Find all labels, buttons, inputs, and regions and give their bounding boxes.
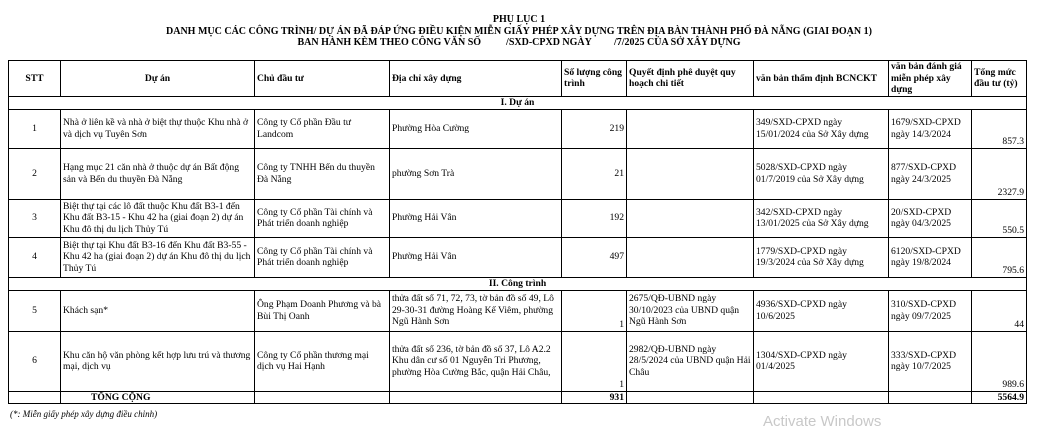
table-row	[9, 290, 1027, 331]
issuance-line: BAN HÀNH KÈM THEO CÔNG VĂN SỐ /SXD-CPXD NGÀY /7/2025 CỦA SỞ XÂY DỰNG	[297, 37, 741, 48]
cell-tong-muc: 2327.9	[972, 148, 1027, 199]
cell-quyet-dinh: 2675/QĐ-UBND ngày 30/10/2023 của UBND quận Ngũ Hành Sơn	[627, 290, 754, 331]
cell-du-an: Khu căn hộ văn phòng kết hợp lưu trú và thương mại, dịch vụ	[61, 331, 255, 391]
cell-tong-muc: 989.6	[972, 331, 1027, 391]
cell-chu-dau-tu: Công ty Cổ phần Tài chính và Phát triển doanh nghiệp	[255, 237, 390, 277]
list-title: DANH MỤC CÁC CÔNG TRÌNH/ DỰ ÁN ĐÃ ĐÁP ỨNG ĐIỀU KIỆN MIỄN GIẤY PHÉP XÂY DỰNG TRÊN ĐỊA BÀN THÀNH PHỐ ĐÀ NẴNG (GIAI ĐOẠN 1)	[166, 25, 872, 37]
table-row	[9, 237, 1027, 277]
col-van-ban-danh-gia: văn bản đánh giá miễn phép xây dựng	[889, 61, 972, 97]
cell-tong-muc: 550.5	[972, 199, 1027, 237]
table-row	[9, 148, 1027, 199]
cell-van-ban-danh-gia: 877/SXD-CPXD ngày 24/3/2025	[889, 148, 972, 199]
cell-du-an: Biệt thự tại Khu đất B3-16 đến Khu đất B3-55 - Khu 42 ha (giai đoạn 2) dự án Khu đô thị du lịch Thủy Tú	[61, 237, 255, 277]
total-row	[9, 391, 1027, 404]
cell-so-luong: 1	[562, 290, 627, 331]
cell-tong-muc: 795.6	[972, 237, 1027, 277]
cell-empty	[627, 391, 754, 404]
header-row	[9, 61, 1027, 97]
footnote: (*: Miễn giấy phép xây dựng điều chỉnh)	[10, 409, 158, 419]
cell-empty	[889, 391, 972, 404]
cell-quyet-dinh	[627, 199, 754, 237]
cell-quyet-dinh	[627, 237, 754, 277]
total-so-luong: 931	[562, 391, 627, 404]
cell-van-ban-danh-gia: 333/SXD-CPXD ngày 10/7/2025	[889, 331, 972, 391]
cell-du-an: Biệt thự tại các lô đất thuộc Khu đất B3-1 đến Khu đất B3-15 - Khu 42 ha (giai đoạn 2) dự án Khu đô thị du lịch Thủy Tú	[61, 199, 255, 237]
cell-so-luong: 21	[562, 148, 627, 199]
cell-so-luong: 192	[562, 199, 627, 237]
cell-quyet-dinh	[627, 109, 754, 148]
cell-dia-chi: thửa đất số 236, tờ bản đồ số 37, Lô A2.2 Khu dân cư số 01 Nguyễn Tri Phương, phường Hòa Cường Bắc, quận Hải Châu,	[390, 331, 562, 391]
activation-watermark: Activate Windows	[763, 413, 882, 430]
cell-tong-muc: 44	[972, 290, 1027, 331]
total-tong-muc: 5564.9	[972, 391, 1027, 404]
cell-so-luong: 219	[562, 109, 627, 148]
cell-so-luong: 497	[562, 237, 627, 277]
cell-stt: 6	[9, 331, 61, 391]
col-chu-dau-tu: Chủ đầu tư	[255, 61, 390, 97]
col-van-ban-tham-dinh: văn bản thẩm định BCNCKT	[754, 61, 889, 97]
total-label: TỔNG CỘNG	[61, 391, 255, 404]
cell-stt: 3	[9, 199, 61, 237]
col-tong-muc: Tổng mức đầu tư (tỷ)	[972, 61, 1027, 97]
cell-quyet-dinh: 2982/QĐ-UBND ngày 28/5/2024 của UBND quận Hải Châu	[627, 331, 754, 391]
table-row	[9, 331, 1027, 391]
section-label: II. Công trình	[9, 277, 1027, 290]
cell-van-ban-tham-dinh: 349/SXD-CPXD ngày 15/01/2024 của Sở Xây dựng	[754, 109, 889, 148]
col-du-an: Dự án	[61, 61, 255, 97]
cell-van-ban-tham-dinh: 4936/SXD-CPXD ngày 10/6/2025	[754, 290, 889, 331]
table-row	[9, 199, 1027, 237]
cell-van-ban-tham-dinh: 342/SXD-CPXD ngày 13/01/2025 của Sở Xây dựng	[754, 199, 889, 237]
cell-chu-dau-tu: Công ty TNHH Bến du thuyền Đà Nẵng	[255, 148, 390, 199]
cell-chu-dau-tu: Công ty Cổ phần Tài chính và Phát triển doanh nghiệp	[255, 199, 390, 237]
cell-dia-chi: Phường Hải Vân	[390, 199, 562, 237]
cell-dia-chi: thửa đất số 71, 72, 73, tờ bản đồ số 49, Lô 29-30-31 đường Hoàng Kế Viêm, phường Ngũ Hành Sơn	[390, 290, 562, 331]
cell-van-ban-danh-gia: 20/SXD-CPXD ngày 04/3/2025	[889, 199, 972, 237]
cell-du-an: Hạng mục 21 căn nhà ở thuộc dự án Bất động sản và Bến du thuyền Đà Nẵng	[61, 148, 255, 199]
cell-du-an: Nhà ở liên kề và nhà ở biệt thự thuộc Khu nhà ở và dịch vụ Tuyên Sơn	[61, 109, 255, 148]
cell-stt	[9, 391, 61, 404]
cell-stt: 1	[9, 109, 61, 148]
cell-van-ban-tham-dinh: 1779/SXD-CPXD ngày 19/3/2024 của Sở Xây dựng	[754, 237, 889, 277]
col-stt: STT	[9, 61, 61, 97]
cell-empty	[754, 391, 889, 404]
section-label: I. Dự án	[9, 96, 1027, 109]
cell-empty	[255, 391, 390, 404]
cell-van-ban-tham-dinh: 1304/SXD-CPXD ngày 01/4/2025	[754, 331, 889, 391]
col-quyet-dinh: Quyết định phê duyệt quy hoạch chi tiết	[627, 61, 754, 97]
cell-van-ban-danh-gia: 6120/SXD-CPXD ngày 19/8/2024	[889, 237, 972, 277]
cell-dia-chi: Phường Hải Vân	[390, 237, 562, 277]
col-so-luong: Số lượng công trình	[562, 61, 627, 97]
appendix-title: PHỤ LỤC 1	[492, 14, 546, 25]
cell-chu-dau-tu: Công ty Cổ phần thương mại dịch vụ Hai Hạnh	[255, 331, 390, 391]
projects-table	[8, 60, 1027, 404]
cell-stt: 5	[9, 290, 61, 331]
cell-chu-dau-tu: Công ty Cổ phần Đầu tư Landcom	[255, 109, 390, 148]
cell-dia-chi: Phường Hòa Cường	[390, 109, 562, 148]
cell-van-ban-tham-dinh: 5028/SXD-CPXD ngày 01/7/2019 của Sở Xây dựng	[754, 148, 889, 199]
cell-du-an: Khách sạn*	[61, 290, 255, 331]
col-dia-chi: Địa chỉ xây dựng	[390, 61, 562, 97]
cell-stt: 2	[9, 148, 61, 199]
cell-van-ban-danh-gia: 1679/SXD-CPXD ngày 14/3/2024	[889, 109, 972, 148]
cell-chu-dau-tu: Ông Phạm Doanh Phương và bà Bùi Thị Oanh	[255, 290, 390, 331]
cell-empty	[390, 391, 562, 404]
document-header	[0, 14, 1038, 49]
cell-van-ban-danh-gia: 310/SXD-CPXD ngày 09/7/2025	[889, 290, 972, 331]
cell-tong-muc: 857.3	[972, 109, 1027, 148]
table-row	[9, 109, 1027, 148]
cell-quyet-dinh	[627, 148, 754, 199]
section-header-du-an	[9, 96, 1027, 109]
cell-so-luong: 1	[562, 331, 627, 391]
cell-dia-chi: phường Sơn Trà	[390, 148, 562, 199]
section-header-cong-trinh	[9, 277, 1027, 290]
cell-stt: 4	[9, 237, 61, 277]
